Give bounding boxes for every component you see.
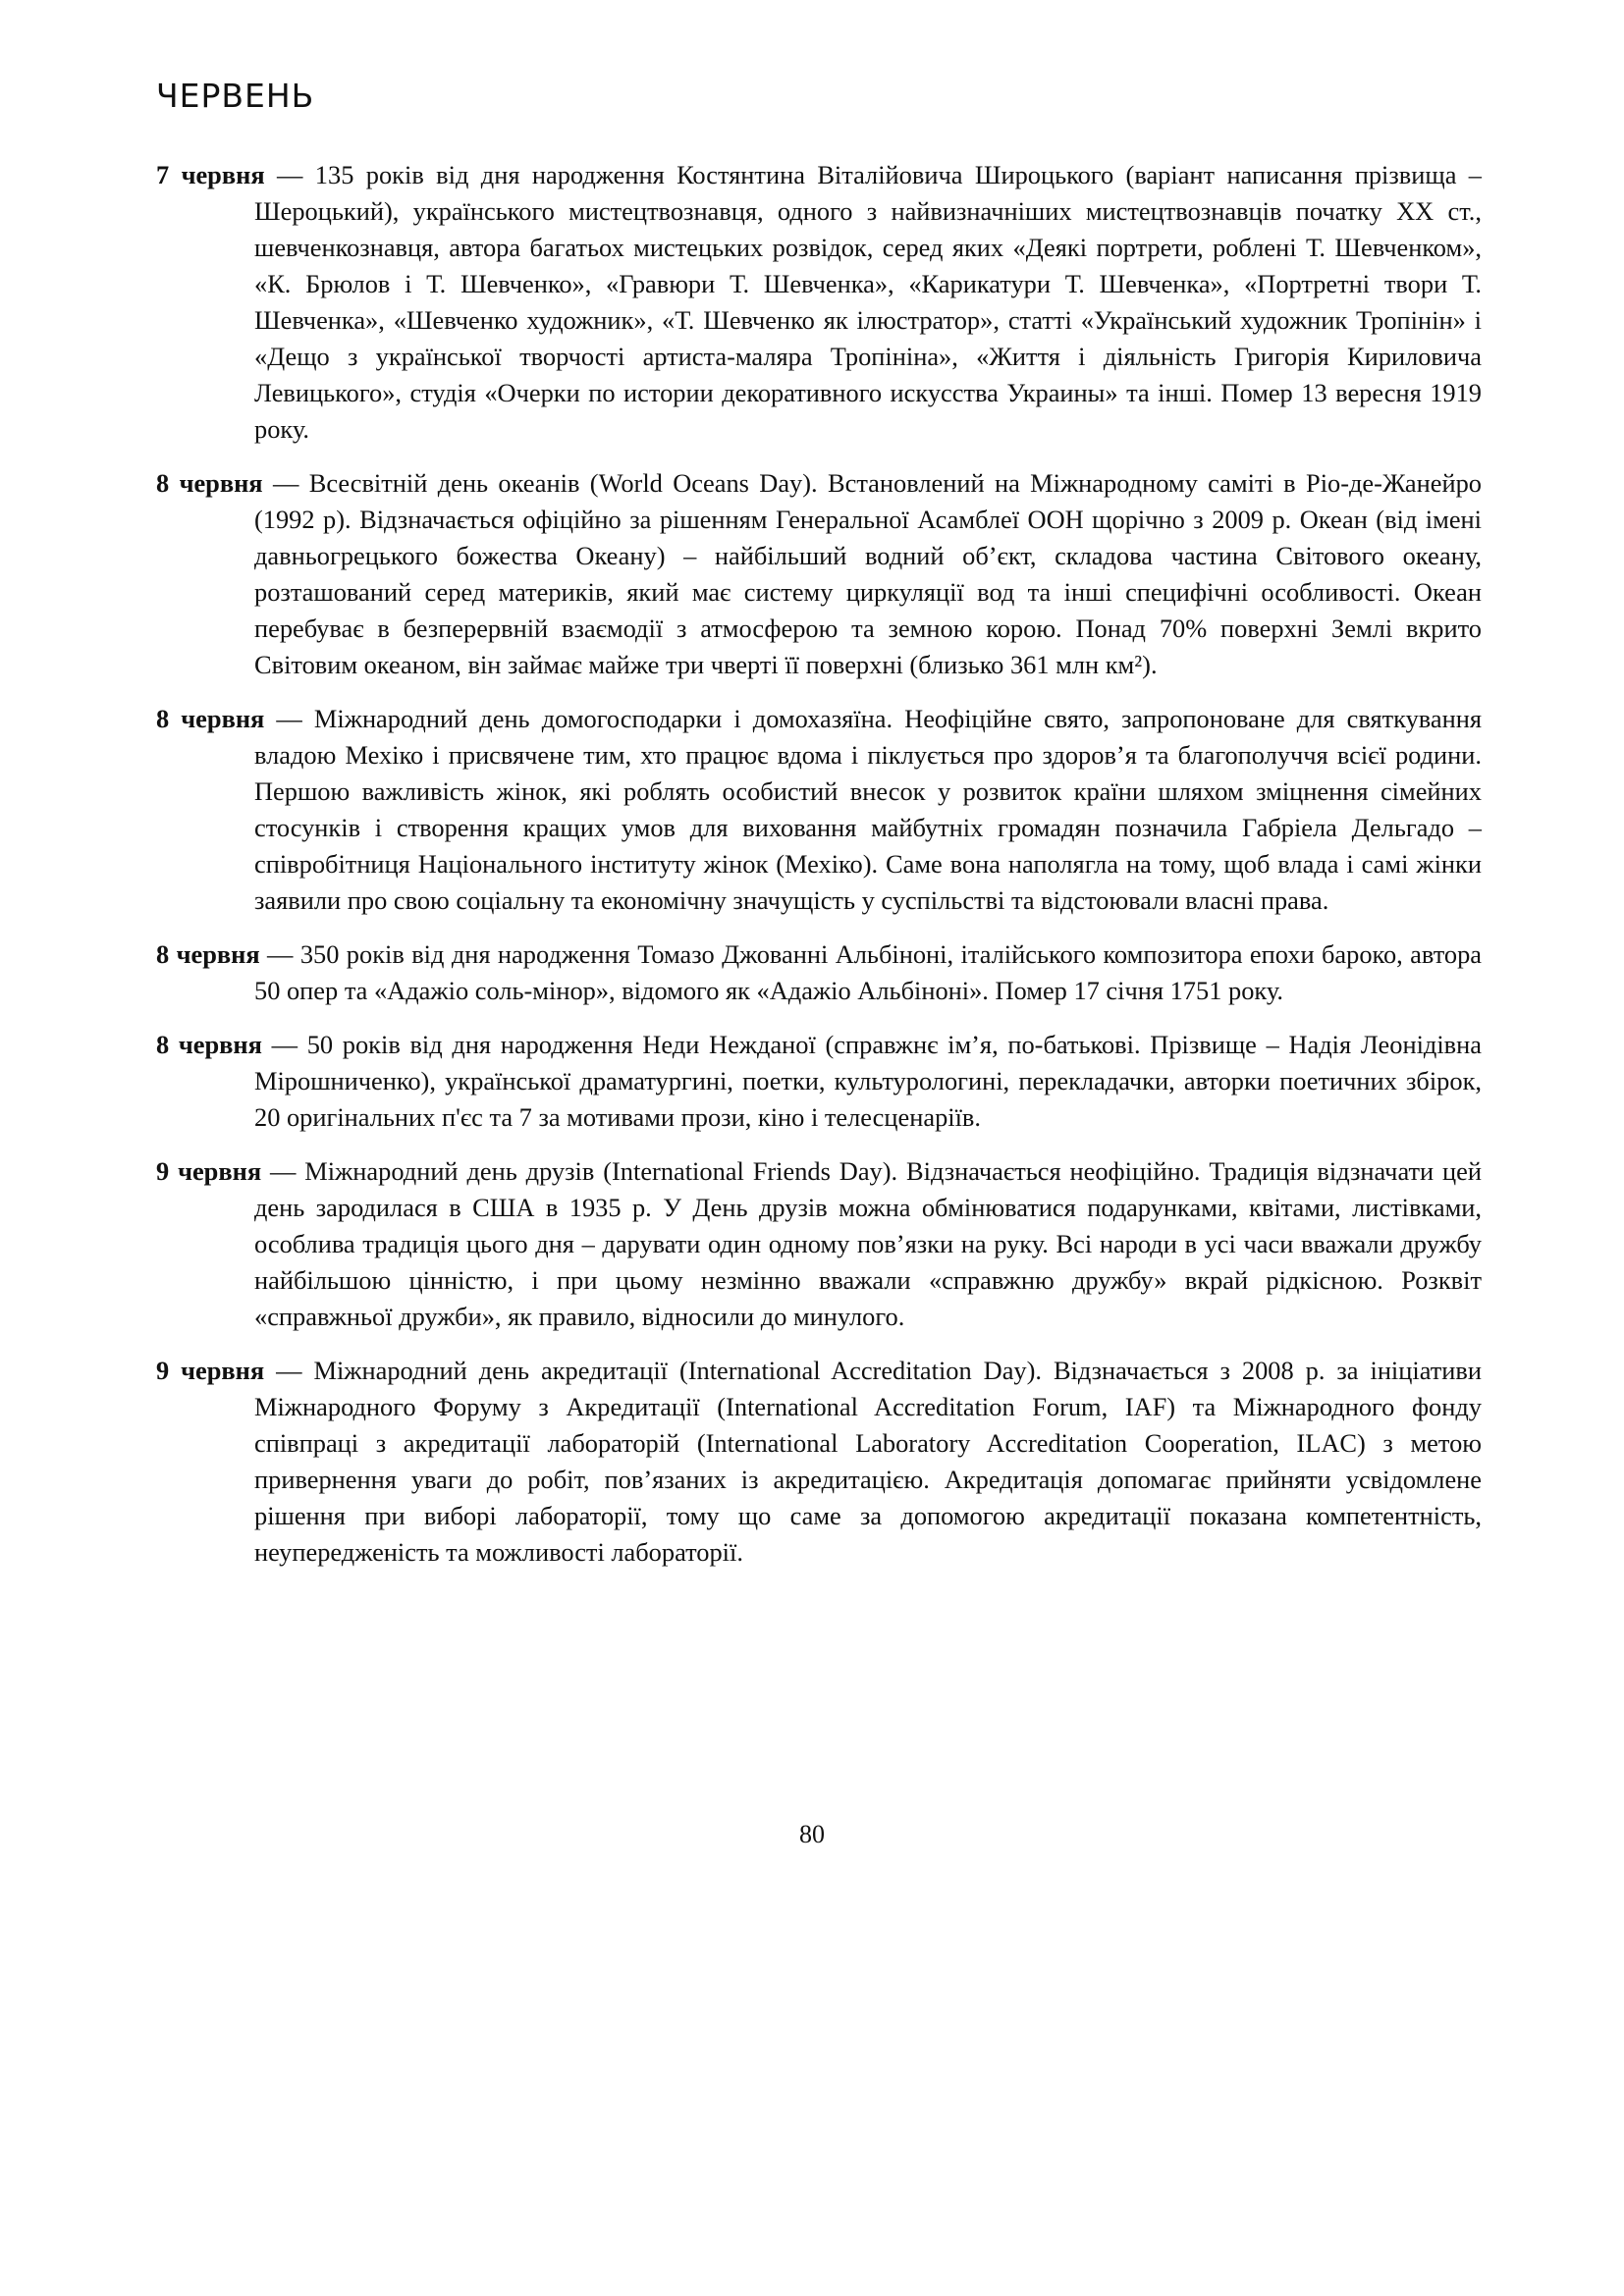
calendar-entry	[156, 1027, 1482, 1136]
calendar-entry	[156, 936, 1482, 1009]
entry-text: 350 років від дня народження Томазо Джованні Альбіноні, італійського композитора епохи бароко, автора 50 опер та «Адажіо соль-мінор», відомого як «Адажіо Альбіноні». Помер 17 січня 1751 року.	[254, 939, 1482, 1005]
entry-separator: —	[264, 1356, 314, 1385]
calendar-entry	[156, 1353, 1482, 1571]
entry-date: 8 червня	[156, 468, 263, 498]
entry-separator: —	[264, 704, 314, 733]
entry-text: Міжнародний день домогосподарки і домохазяїна. Неофіційне свято, запропоноване для святкування владою Мехіко і присвячене тим, хто працює вдома і піклується про здоров’я та благополуччя всієї родини. Першою важливість жінок, які роблять особистий внесок у розвиток країни шляхом зміцнення сімейних стосунків і створення кращих умов для виховання майбутніх громадян позначила Габріела Дельгадо – співробітниця Національного інституту жінок (Мехіко). Саме вона наполягла на тому, щоб влада і самі жінки заявили про свою соціальну та економічну значущість у суспільстві та відстоювали власні права.	[254, 704, 1482, 915]
entry-separator: —	[264, 160, 315, 189]
entry-separator: —	[259, 939, 300, 969]
entry-date: 7 червня	[156, 160, 265, 189]
entry-separator: —	[261, 1156, 305, 1186]
entry-date: 8 червня	[156, 1030, 262, 1059]
entry-date: 9 червня	[156, 1156, 262, 1186]
calendar-entry	[156, 465, 1482, 683]
entry-date: 8 червня	[156, 939, 260, 969]
entry-separator: —	[262, 468, 309, 498]
calendar-entries	[156, 157, 1482, 1588]
calendar-entry	[156, 1153, 1482, 1335]
entry-text: Всесвітній день океанів (World Oceans Day). Встановлений на Міжнародному саміті в Ріо-де-Жанейро (1992 р). Відзначається офіційно за рішенням Генеральної Асамблеї ООН щорічно з 2009 р. Океан (від імені давньогрецького божества Океану) – найбільший водний об’єкт, складова частина Світового океану, розташований серед материків, який має систему циркуляції вод та інші специфічні особливості. Океан перебуває в безперервній взаємодії з атмосферою та земною корою. Понад 70% поверхні Землі вкрито Світовим океаном, він займає майже три чверті її поверхні (близько 361 млн км²).	[254, 468, 1482, 679]
entry-text: 50 років від дня народження Неди Нежданої (справжнє ім’я, по-батькові. Прізвище – Надія Леонідівна Мірошниченко), української драматургині, поетки, культурологині, перекладачки, авторки поетичних збірок, 20 оригінальних п'єс та 7 за мотивами прози, кіно і телесценаріїв.	[254, 1030, 1482, 1132]
month-heading: ЧЕРВЕНЬ	[156, 77, 315, 115]
entry-text: 135 років від дня народження Костянтина Віталійовича Широцького (варіант написання прізвища – Шероцький), українського мистецтвознавця, одного з найвизначніших мистецтвознавців початку XX ст., шевченкознавця, автора багатьох мистецьких розвідок, серед яких «Деякі портрети, роблені Т. Шевченком», «К. Брюлов і Т. Шевченко», «Гравюри Т. Шевченка», «Карикатури Т. Шевченка», «Портретні твори Т. Шевченка», «Шевченко художник», «Т. Шевченко як ілюстратор», статті «Український художник Тропінін» і «Дещо з української творчості артиста-маляра Тропініна», «Життя і діяльність Григорія Кириловича Левицького», студія «Очерки по истории декоративного искусства Украины» та інші. Помер 13 вересня 1919 року.	[254, 160, 1482, 444]
entry-date: 9 червня	[156, 1356, 265, 1385]
entry-separator: —	[261, 1030, 307, 1059]
calendar-entry	[156, 701, 1482, 919]
entry-text: Міжнародний день акредитації (International Accreditation Day). Відзначається з 2008 р. за ініціативи Міжнародного Форуму з Акредитації (International Accreditation Forum, IAF) та Міжнародного фонду співпраці з акредитації лабораторій (International Laboratory Accreditation Cooperation, ILAC) з метою привернення уваги до робіт, пов’язаних із акредитацією. Акредитація допомагає прийняти усвідомлене рішення при виборі лабораторії, тому що саме за допомогою акредитації показана компетентність, неупередженість та можливості лабораторії.	[254, 1356, 1482, 1567]
entry-date: 8 червня	[156, 704, 265, 733]
calendar-entry	[156, 157, 1482, 448]
entry-text: Міжнародний день друзів (International Friends Day). Відзначається неофіційно. Традиція відзначати цей день зародилася в США в 1935 р. У День друзів можна обмінюватися подарунками, квітами, листівками, особлива традиція цього дня – дарувати один одному пов’язки на руку. Всі народи в усі часи вважали дружбу найбільшою цінністю, і при цьому незмінно вважали «справжню дружбу» вкрай рідкісною. Розквіт «справжньої дружби», як правило, відносили до минулого.	[254, 1156, 1482, 1331]
page-number: 80	[799, 1820, 825, 1848]
